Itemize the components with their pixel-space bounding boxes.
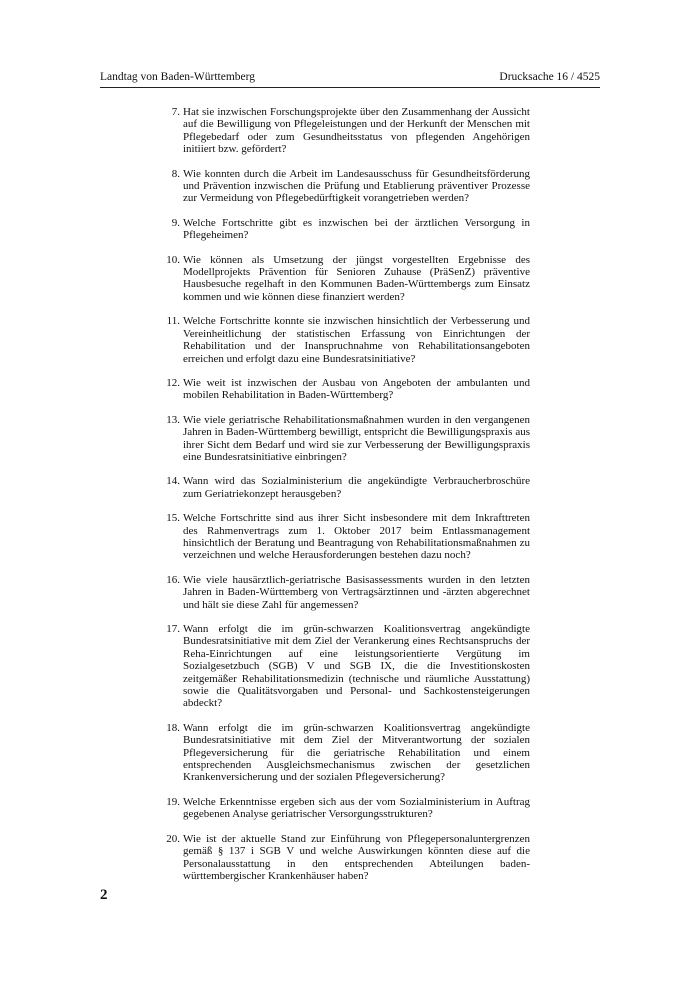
header-rule <box>100 87 600 88</box>
question-number: 11. <box>166 315 180 328</box>
question-number: 9. <box>171 216 180 229</box>
question-9 <box>166 217 530 242</box>
question-number: 13. <box>166 413 180 426</box>
question-number: 12. <box>166 376 180 389</box>
question-7 <box>166 106 530 156</box>
page-number: 2 <box>100 887 108 903</box>
header-parliament: Landtag von Baden-Württemberg <box>100 71 255 83</box>
question-number: 20. <box>166 832 180 845</box>
question-19 <box>166 796 530 821</box>
question-10 <box>166 254 530 304</box>
question-number: 17. <box>166 623 180 635</box>
question-text: Wie ist der aktuelle Stand zur Einführung von Pflegepersonaluntergrenzen gemäß § 137 i SGB V und welche Auswirkungen könnten diese auf die Personalausstattung in den entsprechenden Abteilungen baden-württembergischer Krankenhäuser haben? <box>183 832 530 882</box>
question-11 <box>166 315 530 365</box>
header-document-number: Drucksache 16 / 4525 <box>499 71 600 83</box>
question-number: 7. <box>171 106 180 118</box>
question-text: Welche Fortschritte sind aus ihrer Sicht insbesondere mit dem Inkrafttreten des Rahmenvertrags zum 1. Oktober 2017 beim Entlassmanagement hinsichtlich der Beratung und Beantragung von Rehabilitationsmaßnahmen zu verzeichnen und welche Herausforderungen bestehen dazu noch? <box>183 512 530 562</box>
question-text: Welche Erkenntnisse ergeben sich aus der vom Sozialministerium in Auftrag gegebenen Analyse geriatrischer Versorgungsstrukturen? <box>183 795 530 821</box>
question-text: Wann wird das Sozialministerium die angekündigte Verbraucherbroschüre zum Geriatriekonzept herausgeben? <box>183 475 530 500</box>
question-text: Wie weit ist inzwischen der Ausbau von Angeboten der ambulanten und mobilen Rehabilitation in Baden-Württemberg? <box>183 376 530 402</box>
question-number: 8. <box>171 167 180 180</box>
question-number: 18. <box>166 721 180 734</box>
question-text: Wie konnten durch die Arbeit im Landesausschuss für Gesundheitsförderung und Prävention inzwischen die Prüfung und Etablierung präventiver Prozesse zur Vermeidung von Pflegebedürftigkeit vorangetrieben werden? <box>183 167 530 205</box>
question-text: Wie viele geriatrische Rehabilitationsmaßnahmen wurden in den vergangenen Jahren in Baden-Württemberg bewilligt, entspricht die Bewilligungspraxis aus ihrer Sicht dem Bedarf und wird sie zur Verbesserung der Bewilligungspraxis eine Bundesratsinitiative einbringen? <box>183 413 530 463</box>
question-number: 16. <box>166 573 180 586</box>
question-17 <box>166 623 530 710</box>
question-15 <box>166 512 530 562</box>
question-16 <box>166 574 530 611</box>
question-text: Welche Fortschritte gibt es inzwischen bei der ärztlichen Versorgung in Pflegeheimen? <box>183 216 530 242</box>
question-18 <box>166 722 530 784</box>
question-8 <box>166 168 530 205</box>
question-number: 10. <box>166 253 180 266</box>
question-text: Wann erfolgt die im grün-schwarzen Koalitionsvertrag angekündigte Bundesratsinitiative mit dem Ziel der Verankerung eines Rechtsanspruchs der Reha-Einrichtungen auf eine leistungsorientierte Vergütung im Sozialgesetzbuch (SGB) V und SGB IX, die die Investitionskosten zeitgemäßer Rehabilitationsmedizin (technische und räumliche Ausstattung) sowie die Qualitätsvorgaben und Personal- und Sachkostensteigerungen abdeckt? <box>183 623 530 710</box>
question-14 <box>166 475 530 500</box>
question-text: Wie viele hausärztlich-geriatrische Basisassessments wurden in den letzten Jahren in Baden-Württemberg von Vertragsärztinnen und -ärzten abgerechnet und hält sie diese Zahl für angemessen? <box>183 573 530 611</box>
question-number: 14. <box>166 475 180 488</box>
question-number: 19. <box>166 795 180 808</box>
question-text: Hat sie inzwischen Forschungsprojekte über den Zusammenhang der Aussicht auf die Bewilligung von Pflegeleistungen und der Herkunft der Menschen mit Pflegebedarf oder zum Gesundheitsstatus von pflegenden Angehörigen initiiert bzw. gefördert? <box>183 106 530 156</box>
question-20 <box>166 833 530 883</box>
page-header <box>100 70 600 84</box>
question-number: 15. <box>166 512 180 525</box>
question-list <box>166 106 530 894</box>
question-text: Welche Fortschritte konnte sie inzwischen hinsichtlich der Verbesserung und Vereinheitlichung der statistischen Erfassung von Einrichtungen der Rehabilitation und der Inanspruchnahme von Rehabilitationsangeboten erreichen und erfolgt dazu eine Bundesratsinitiative? <box>183 315 530 365</box>
question-text: Wann erfolgt die im grün-schwarzen Koalitionsvertrag angekündigte Bundesratsinitiative mit dem Ziel der Mitverantwortung der sozialen Pflegeversicherung für die geriatrische Rehabilitation und einem entsprechenden Ausgleichsmechanismus zwischen der gesetzlichen Krankenversicherung und der sozialen Pflegeversicherung? <box>183 721 530 784</box>
question-13 <box>166 414 530 464</box>
question-12 <box>166 377 530 402</box>
question-text: Wie können als Umsetzung der jüngst vorgestellten Ergebnisse des Modellprojekts Prävention für Senioren Zuhause (PräSenZ) präventive Hausbesuche regelhaft in den Kommunen Baden-Württembergs zum Einsatz kommen und wie können diese finanziert werden? <box>183 253 530 303</box>
